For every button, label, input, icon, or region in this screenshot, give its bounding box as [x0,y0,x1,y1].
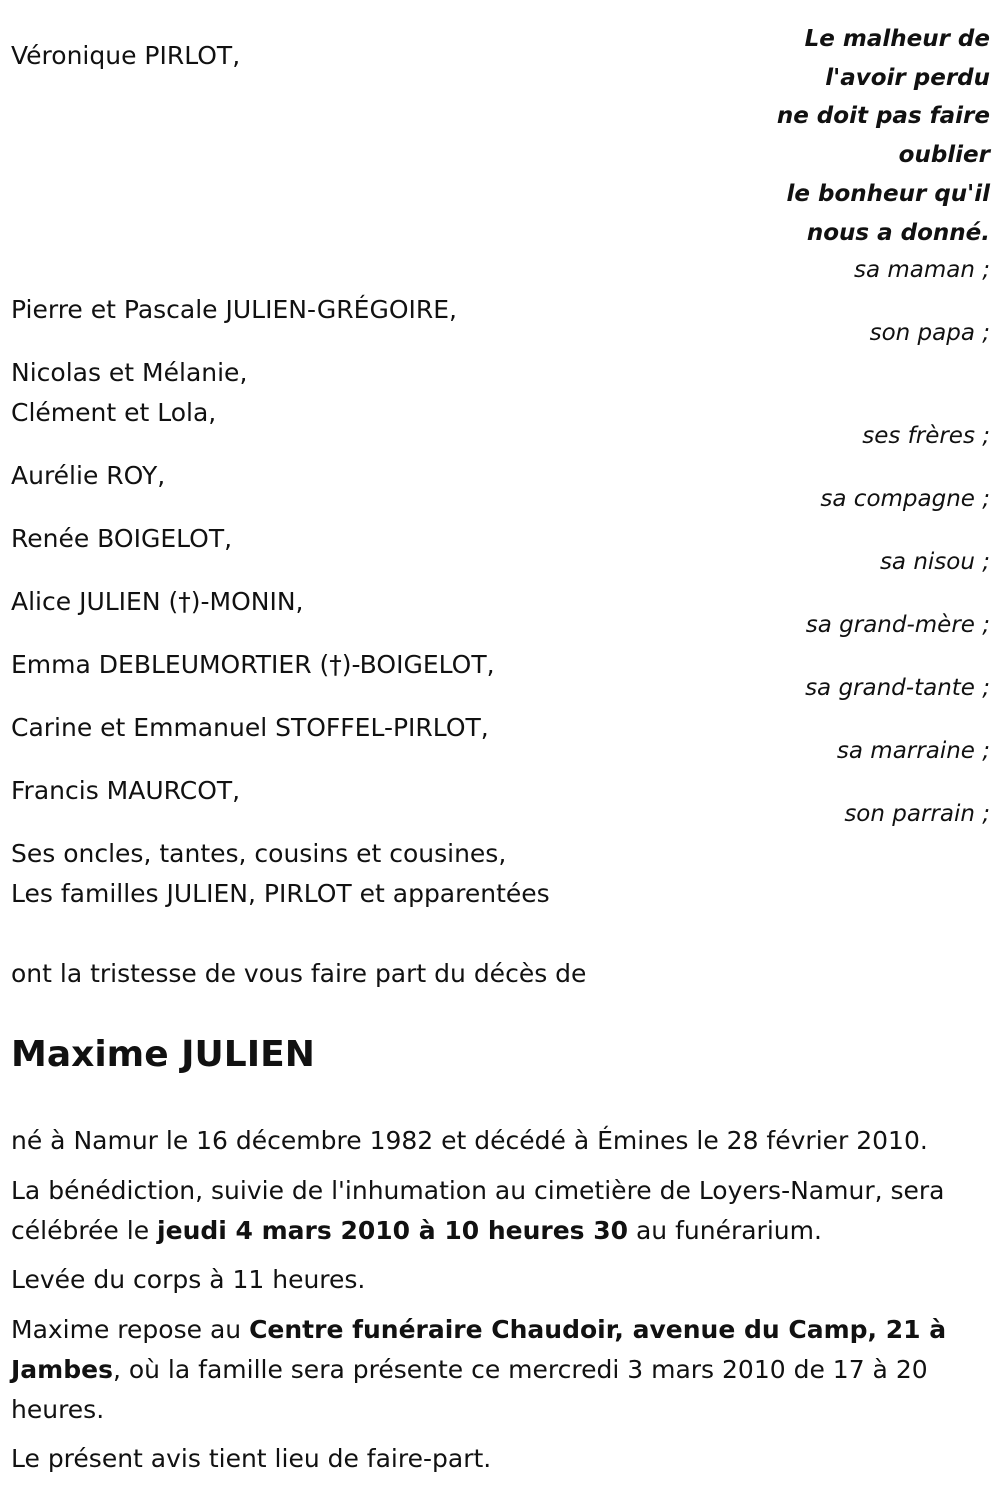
family-name: Francis MAURCOT, [11,776,241,805]
family-relation: sa nisou ; [879,549,990,575]
quote-line: le bonheur qu'il [786,180,990,207]
family-relation: sa grand-mère ; [805,612,990,638]
family-name: Aurélie ROY, [11,461,166,490]
family-name: Carine et Emmanuel STOFFEL-PIRLOT, [11,713,489,742]
family-relation: son parrain ; [844,801,990,827]
ceremony-text-after: au funérarium. [628,1216,822,1245]
family-relation: sa marraine ; [836,738,990,764]
family-relation: ses frères ; [862,423,990,449]
ceremony-date: jeudi 4 mars 2010 à 10 heures 30 [157,1216,629,1245]
family-name: Renée BOIGELOT, [11,524,233,553]
family-name: Emma DEBLEUMORTIER (†)-BOIGELOT, [11,650,495,679]
family-name: Pierre et Pascale JULIEN-GRÉGOIRE, [11,295,457,324]
family-relation: sa grand-tante ; [805,675,990,701]
levee-text: Levée du corps à 11 heures. [11,1265,366,1294]
repose-location: Centre funéraire Chaudoir, avenue du Camp, 21 à Jambes [11,1315,947,1384]
deceased-name: Maxime JULIEN [11,1034,315,1075]
family-relation: son papa ; [869,320,990,346]
family-name: Clément et Lola, [11,398,217,427]
birth-death-text: né à Namur le 16 décembre 1982 et décédé à Émines le 28 février 2010. [11,1126,928,1155]
family-name: Nicolas et Mélanie, [11,358,248,387]
announcement-text: ont la tristesse de vous faire part du décès de [11,959,587,988]
repose-text-after: , où la famille sera présente ce mercredi 3 mars 2010 de 17 à 20 heures. [11,1355,928,1424]
family-relation: sa maman ; [853,257,990,283]
repose-text-before: Maxime repose au [11,1315,250,1344]
closing-text: Le présent avis tient lieu de faire-part. [11,1444,492,1473]
ceremony-text-before: La bénédiction, suivie de l'inhumation au cimetière de Loyers-Namur, sera célébrée le [11,1176,945,1245]
family-name: Alice JULIEN (†)-MONIN, [11,587,304,616]
quote-line: l'avoir perdu [825,64,990,91]
family-relation: sa compagne ; [820,486,990,512]
epitaph-quote [777,20,990,252]
family-name: Véronique PIRLOT, [11,41,241,70]
repose-text [11,1310,986,1430]
quote-line: oublier [898,142,990,169]
ceremony-text [11,1171,986,1251]
quote-line: Le malheur de [804,26,990,52]
extended-family-line: Ses oncles, tantes, cousins et cousines, [11,839,507,868]
quote-line: ne doit pas faire [776,103,990,130]
extended-family-line: Les familles JULIEN, PIRLOT et apparentées [11,879,550,908]
quote-line: nous a donné. [806,219,990,246]
